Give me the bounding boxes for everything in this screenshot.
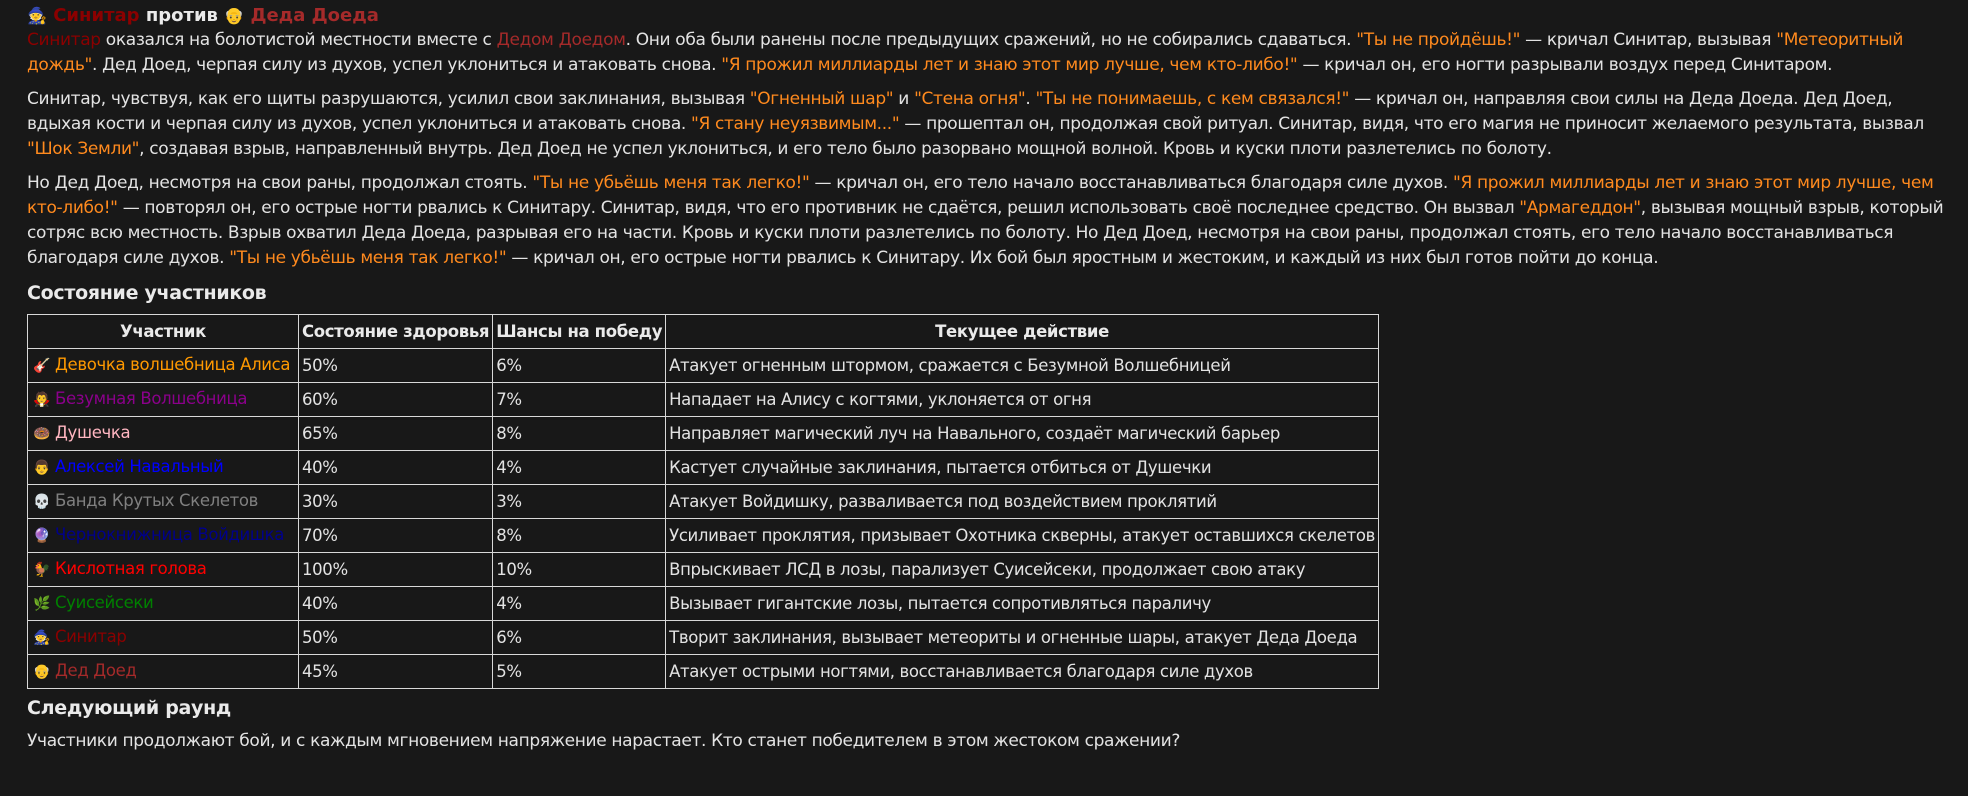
name-sinitar: Синитар	[27, 30, 101, 50]
participant-name: Девочка волшебница Алиса	[55, 355, 291, 374]
participant-name: Кислотная голова	[55, 559, 207, 578]
health-cell: 40%	[299, 587, 493, 621]
health-cell: 60%	[299, 383, 493, 417]
action-cell: Направляет магический луч на Навального, создаёт магический барьер	[666, 417, 1379, 451]
quote-highlight: "Ты не убьёшь меня так легко!"	[229, 248, 507, 268]
story-text-segment: — кричал он, его тело начало восстанавливаться благодаря силе духов.	[809, 173, 1454, 193]
participant-cell	[28, 621, 299, 655]
column-header-chance: Шансы на победу	[493, 315, 666, 349]
participant-name: Алексей Навальный	[55, 457, 224, 476]
action-cell: Нападает на Алису с когтями, уклоняется от огня	[666, 383, 1379, 417]
action-cell: Вызывает гигантские лозы, пытается сопротивляться параличу	[666, 587, 1379, 621]
story-text-segment: , создавая взрыв, направленный внутрь. Дед Доед не успел уклониться, и его тело было разорвано мощной волной. Кровь и куски плоти разлетелись по болоту.	[139, 139, 1552, 159]
quote-highlight: "Армагеддон"	[1519, 198, 1641, 218]
table-row	[28, 485, 1379, 519]
action-cell: Впрыскивает ЛСД в лозы, парализует Суисейсеки, продолжает свою атаку	[666, 553, 1379, 587]
participant-cell	[28, 587, 299, 621]
crystal-ball-icon: 🔮	[33, 528, 51, 544]
old-man-icon: 👴	[33, 664, 51, 680]
vampire-icon: 🧛	[33, 392, 51, 408]
chance-cell: 4%	[493, 451, 666, 485]
battle-title	[27, 4, 1958, 28]
quote-highlight: "Я прожил миллиарды лет и знаю этот мир лучше, чем кто-либо!"	[27, 173, 1934, 218]
quote-highlight: "Ты не убьёшь меня так легко!"	[532, 173, 810, 193]
old-man-icon: 👴	[224, 6, 245, 25]
quote-highlight: "Ты не пройдёшь!"	[1356, 30, 1521, 50]
chance-cell: 8%	[493, 519, 666, 553]
action-cell: Атакует огненным штормом, сражается с Безумной Волшебницей	[666, 349, 1379, 383]
participant-name: Банда Крутых Скелетов	[55, 491, 259, 510]
story-text-segment: — прошептал он, продолжая свой ритуал. Синитар, видя, что его магия не приносит желаемого результата, вызвал	[899, 114, 1924, 134]
story-text-segment: — кричал Синитар, вызывая	[1520, 30, 1777, 50]
table-row	[28, 451, 1379, 485]
table-row	[28, 621, 1379, 655]
guitar-icon: 🎸	[33, 358, 51, 374]
story-text	[27, 28, 1958, 271]
story-paragraph	[27, 87, 1958, 162]
table-row	[28, 383, 1379, 417]
participant-cell	[28, 553, 299, 587]
chance-cell: 5%	[493, 655, 666, 689]
health-cell: 40%	[299, 451, 493, 485]
action-cell: Усиливает проклятия, призывает Охотника скверны, атакует оставшихся скелетов	[666, 519, 1379, 553]
story-text-segment: — повторял он, его острые ногти рвались к Синитару. Синитар, видя, что его противник не сдаётся, решил использовать своё последнее средство. Он вызвал	[117, 198, 1520, 218]
participant-name: Чернокнижница Войдишка	[55, 525, 285, 544]
health-cell: 50%	[299, 349, 493, 383]
next-round-heading: Следующий раунд	[27, 697, 231, 719]
participant-name: Безумная Волшебница	[55, 389, 248, 408]
table-row	[28, 519, 1379, 553]
title-right-fighter: Деда Доеда	[250, 5, 379, 26]
participant-cell	[28, 519, 299, 553]
table-row	[28, 655, 1379, 689]
action-cell: Творит заклинания, вызывает метеориты и огненные шары, атакует Деда Доеда	[666, 621, 1379, 655]
health-cell: 45%	[299, 655, 493, 689]
column-header-action: Текущее действие	[666, 315, 1379, 349]
story-paragraph	[27, 171, 1958, 271]
next-round-text: Участники продолжают бой, и с каждым мгновением напряжение нарастает. Кто станет победителем в этом жестоком сражении?	[27, 731, 1180, 751]
chance-cell: 3%	[493, 485, 666, 519]
table-row	[28, 553, 1379, 587]
quote-highlight: "Огненный шар"	[749, 89, 894, 109]
quote-highlight: "Я стану неуязвимым..."	[691, 114, 900, 134]
story-text-segment: и	[893, 89, 915, 109]
status-table	[27, 314, 1379, 689]
column-header-participant: Участник	[28, 315, 299, 349]
action-cell: Кастует случайные заклинания, пытается отбиться от Душечки	[666, 451, 1379, 485]
man-icon: 👨	[33, 460, 51, 476]
title-vs: против	[145, 5, 218, 26]
story-text-segment: оказался на болотистой местности вместе с	[100, 30, 497, 50]
story-text-segment: , вызывая мощный взрыв, который сотряс всю местность. Взрыв охватил Деда Доеда, разрывая его на части. Кровь и куски плоти разлетелись по болоту. Но Дед Доед, несмотря на свои раны, продолжал стоять, его тело начало восстанавливаться благодаря силе духов.	[27, 198, 1944, 268]
quote-highlight: "Шок Земли"	[27, 139, 140, 159]
chance-cell: 7%	[493, 383, 666, 417]
participant-name: Дед Доед	[55, 661, 137, 680]
chance-cell: 8%	[493, 417, 666, 451]
participant-cell	[28, 655, 299, 689]
skull-icon: 💀	[33, 494, 51, 510]
chance-cell: 4%	[493, 587, 666, 621]
participant-cell	[28, 451, 299, 485]
wizard-icon: 🧙	[27, 6, 47, 25]
participant-cell	[28, 349, 299, 383]
story-text-segment: . Они оба были ранены после предыдущих сражений, но не собирались сдаваться.	[625, 30, 1357, 50]
health-cell: 50%	[299, 621, 493, 655]
health-cell: 65%	[299, 417, 493, 451]
quote-highlight: "Стена огня"	[914, 89, 1026, 109]
chance-cell: 6%	[493, 349, 666, 383]
status-heading: Состояние участников	[27, 282, 267, 304]
action-cell: Атакует острыми ногтями, восстанавливается благодаря силе духов	[666, 655, 1379, 689]
name-ded-doed: Дедом Доедом	[496, 30, 626, 50]
story-paragraph	[27, 28, 1958, 78]
quote-highlight: "Я прожил миллиарды лет и знаю этот мир лучше, чем кто-либо!"	[721, 55, 1298, 75]
quote-highlight: "Метеоритный дождь"	[27, 30, 1904, 75]
table-row	[28, 349, 1379, 383]
table-row	[28, 587, 1379, 621]
quote-highlight: "Ты не понимаешь, с кем связался!"	[1035, 89, 1350, 109]
participant-cell	[28, 417, 299, 451]
story-text-segment: — кричал он, его ногти разрывали воздух перед Синитаром.	[1297, 55, 1833, 75]
story-text-segment: .	[1025, 89, 1036, 109]
story-text-segment: — кричал он, направляя свои силы на Деда Доеда. Дед Доед, вдыхая кости и черпая силу из духов, успел уклониться и атаковать снова.	[27, 89, 1893, 134]
chance-cell: 10%	[493, 553, 666, 587]
story-text-segment: Но Дед Доед, несмотря на свои раны, продолжал стоять.	[27, 173, 533, 193]
herb-icon: 🌿	[33, 596, 51, 612]
table-row	[28, 417, 1379, 451]
health-cell: 100%	[299, 553, 493, 587]
donut-icon: 🍩	[33, 426, 51, 442]
participant-cell	[28, 383, 299, 417]
action-cell: Атакует Войдишку, разваливается под воздействием проклятий	[666, 485, 1379, 519]
rooster-icon: 🐓	[33, 562, 51, 578]
chance-cell: 6%	[493, 621, 666, 655]
story-text-segment: — кричал он, его острые ногти рвались к Синитару. Их бой был яростным и жестоким, и каждый из них был готов пойти до конца.	[506, 248, 1659, 268]
health-cell: 30%	[299, 485, 493, 519]
story-text-segment: . Дед Доед, черпая силу из духов, успел уклониться и атаковать снова.	[91, 55, 722, 75]
health-cell: 70%	[299, 519, 493, 553]
participant-name: Суисейсеки	[55, 593, 154, 612]
story-text-segment: Синитар, чувствуя, как его щиты разрушаются, усилил свои заклинания, вызывая	[27, 89, 750, 109]
column-header-health: Состояние здоровья	[299, 315, 493, 349]
participant-name: Душечка	[55, 423, 131, 442]
wizard-icon: 🧙	[33, 630, 51, 646]
participant-cell	[28, 485, 299, 519]
participant-name: Синитар	[55, 627, 127, 646]
title-left-fighter: Синитар	[53, 5, 140, 26]
table-header-row	[28, 315, 1379, 349]
